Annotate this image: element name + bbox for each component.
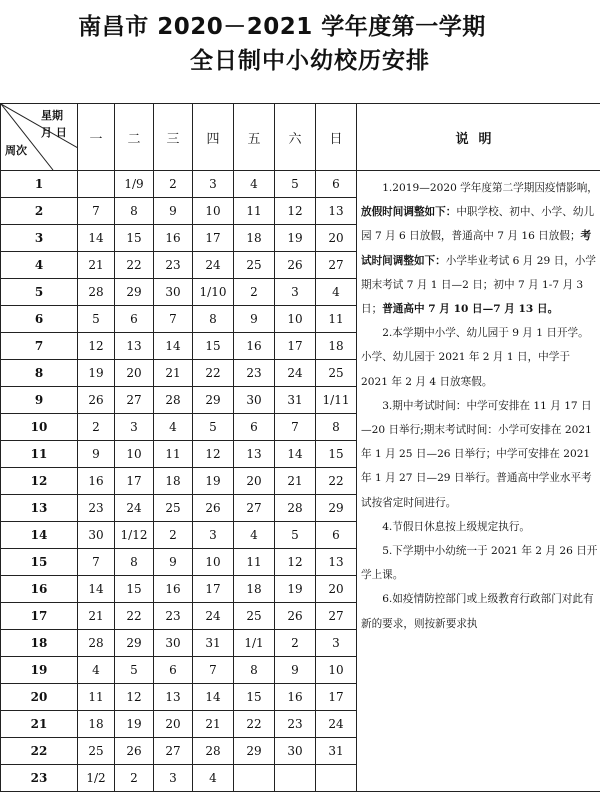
date-cell: 16	[78, 468, 115, 495]
date-cell: 27	[316, 252, 357, 279]
header-day-sun: 日	[316, 104, 357, 171]
header-weekday-label: 星期	[41, 109, 63, 122]
date-cell: 17	[275, 333, 316, 360]
date-cell: 6	[234, 414, 275, 441]
page-title: 南昌市 2020－2021 学年度第一学期	[78, 14, 486, 40]
week-number-cell: 2	[1, 198, 78, 225]
note-paragraph	[361, 394, 598, 515]
date-cell: 8	[115, 198, 154, 225]
date-cell: 12	[78, 333, 115, 360]
date-cell: 10	[115, 441, 154, 468]
note-text: 1.2019—2020 学年度第二学期因疫情影响，	[382, 182, 598, 194]
header-row	[1, 104, 600, 171]
date-cell: 22	[193, 360, 234, 387]
date-cell: 4	[78, 657, 115, 684]
note-text: 小学毕业考试 6 月 29 日，小学期末考试 7 月 1 日—2 日；初中 7 月 1-7 月 3 日；	[361, 254, 596, 316]
date-cell: 25	[154, 495, 193, 522]
date-cell: 2	[154, 171, 193, 198]
date-cell: 24	[193, 252, 234, 279]
week-number-cell: 11	[1, 441, 78, 468]
date-cell: 7	[78, 198, 115, 225]
note-text: 6.如疫情防控部门或上级教育行政部门对此有新的要求，则按新要求执	[361, 593, 594, 630]
note-paragraph	[361, 176, 598, 321]
week-number-cell: 22	[1, 738, 78, 765]
date-cell: 29	[115, 630, 154, 657]
date-cell: 25	[78, 738, 115, 765]
date-cell: 31	[193, 630, 234, 657]
week-number-cell: 3	[1, 225, 78, 252]
date-cell: 24	[316, 711, 357, 738]
date-cell: 3	[193, 522, 234, 549]
date-cell: 5	[275, 171, 316, 198]
date-cell: 19	[193, 468, 234, 495]
date-cell: 20	[154, 711, 193, 738]
date-cell: 3	[115, 414, 154, 441]
table-row	[1, 171, 600, 198]
date-cell: 26	[78, 387, 115, 414]
date-cell: 2	[275, 630, 316, 657]
date-cell: 22	[234, 711, 275, 738]
date-cell: 2	[154, 522, 193, 549]
date-cell: 14	[78, 225, 115, 252]
date-cell: 4	[316, 279, 357, 306]
date-cell: 22	[115, 603, 154, 630]
week-number-cell: 8	[1, 360, 78, 387]
date-cell: 5	[78, 306, 115, 333]
date-cell: 11	[316, 306, 357, 333]
week-number-cell: 7	[1, 333, 78, 360]
date-cell: 15	[234, 684, 275, 711]
week-number-cell: 21	[1, 711, 78, 738]
date-cell: 27	[234, 495, 275, 522]
note-paragraph	[361, 587, 598, 635]
date-cell: 22	[316, 468, 357, 495]
date-cell: 10	[275, 306, 316, 333]
date-cell: 4	[234, 522, 275, 549]
note-text: 5.下学期中小幼统一于 2021 年 2 月 26 日开学上课。	[361, 545, 598, 582]
date-cell: 18	[234, 225, 275, 252]
note-paragraph	[361, 539, 598, 587]
date-cell: 21	[154, 360, 193, 387]
date-cell: 12	[193, 441, 234, 468]
date-cell: 8	[115, 549, 154, 576]
header-day-tue: 二	[115, 104, 154, 171]
date-cell: 18	[78, 711, 115, 738]
date-cell: 1/2	[78, 765, 115, 792]
date-cell: 3	[275, 279, 316, 306]
date-cell: 18	[234, 576, 275, 603]
date-cell: 13	[115, 333, 154, 360]
date-cell: 8	[234, 657, 275, 684]
date-cell: 9	[78, 441, 115, 468]
date-cell: 29	[234, 738, 275, 765]
date-cell: 7	[78, 549, 115, 576]
week-number-cell: 17	[1, 603, 78, 630]
note-emphasis-text: 普通高中 7 月 10 日—7 月 13 日。	[382, 303, 559, 316]
header-week-number-label: 周次	[5, 144, 27, 157]
page-subtitle: 全日制中小幼校历安排	[190, 48, 430, 74]
date-cell: 9	[275, 657, 316, 684]
date-cell: 21	[78, 603, 115, 630]
date-cell: 26	[275, 252, 316, 279]
header-day-mon: 一	[78, 104, 115, 171]
date-cell	[234, 765, 275, 792]
date-cell: 6	[316, 171, 357, 198]
date-cell: 14	[154, 333, 193, 360]
date-cell: 28	[154, 387, 193, 414]
date-cell	[316, 765, 357, 792]
date-cell: 1/9	[115, 171, 154, 198]
date-cell: 12	[115, 684, 154, 711]
date-cell: 15	[115, 576, 154, 603]
date-cell	[275, 765, 316, 792]
date-cell: 25	[316, 360, 357, 387]
date-cell: 20	[316, 576, 357, 603]
week-number-cell: 10	[1, 414, 78, 441]
date-cell: 1/11	[316, 387, 357, 414]
week-number-cell: 6	[1, 306, 78, 333]
week-number-cell: 13	[1, 495, 78, 522]
date-cell: 4	[234, 171, 275, 198]
date-cell: 10	[193, 549, 234, 576]
note-emphasis-text: 放假时间调整如下：	[361, 206, 457, 219]
week-number-cell: 15	[1, 549, 78, 576]
date-cell: 6	[154, 657, 193, 684]
date-cell: 22	[115, 252, 154, 279]
header-month-day-label: 月 日	[41, 126, 67, 139]
header-day-sat: 六	[275, 104, 316, 171]
date-cell: 28	[193, 738, 234, 765]
date-cell: 3	[193, 171, 234, 198]
date-cell: 31	[275, 387, 316, 414]
date-cell: 13	[316, 198, 357, 225]
week-number-cell: 5	[1, 279, 78, 306]
date-cell: 10	[316, 657, 357, 684]
date-cell: 24	[115, 495, 154, 522]
date-cell: 16	[154, 225, 193, 252]
date-cell: 14	[78, 576, 115, 603]
date-cell: 29	[193, 387, 234, 414]
date-cell: 28	[78, 279, 115, 306]
header-notes: 说明	[357, 104, 600, 171]
date-cell: 21	[275, 468, 316, 495]
week-number-cell: 9	[1, 387, 78, 414]
date-cell: 21	[78, 252, 115, 279]
date-cell: 19	[115, 711, 154, 738]
date-cell: 1/10	[193, 279, 234, 306]
date-cell: 23	[154, 252, 193, 279]
date-cell: 11	[234, 549, 275, 576]
date-cell: 20	[316, 225, 357, 252]
date-cell: 4	[154, 414, 193, 441]
date-cell: 23	[275, 711, 316, 738]
note-paragraph	[361, 515, 598, 539]
note-paragraph	[361, 321, 598, 394]
date-cell: 15	[115, 225, 154, 252]
date-cell: 30	[78, 522, 115, 549]
date-cell: 28	[78, 630, 115, 657]
date-cell: 2	[115, 765, 154, 792]
date-cell: 25	[234, 252, 275, 279]
date-cell: 9	[154, 198, 193, 225]
date-cell: 17	[115, 468, 154, 495]
date-cell: 8	[316, 414, 357, 441]
date-cell: 11	[154, 441, 193, 468]
date-cell: 13	[316, 549, 357, 576]
note-text: 中职学校、初中、小学、幼儿园 7 月 6 日放假，普通高中 7 月 16 日放假；	[361, 206, 595, 243]
header-day-wed: 三	[154, 104, 193, 171]
week-number-cell: 18	[1, 630, 78, 657]
date-cell: 17	[193, 576, 234, 603]
week-number-cell: 1	[1, 171, 78, 198]
date-cell: 19	[275, 225, 316, 252]
date-cell: 9	[154, 549, 193, 576]
week-number-cell: 16	[1, 576, 78, 603]
date-cell: 16	[154, 576, 193, 603]
date-cell: 25	[234, 603, 275, 630]
date-cell: 10	[193, 198, 234, 225]
date-cell: 5	[275, 522, 316, 549]
date-cell: 12	[275, 549, 316, 576]
date-cell: 15	[316, 441, 357, 468]
date-cell: 30	[154, 279, 193, 306]
date-cell: 19	[275, 576, 316, 603]
note-text: 3.期中考试时间：中学可安排在 11 月 17 日—20 日举行;期末考试时间：小学可安排在 2021 年 1 月 25 日—26 日举行；中学可安排在 2021 年 1 月 27 日—29 日举行。普通高中学业水平考试按省定时间进行。	[361, 399, 592, 509]
date-cell: 1/12	[115, 522, 154, 549]
note-emphasis-text: 考试时间调整如下：	[361, 230, 592, 267]
date-cell: 30	[234, 387, 275, 414]
note-text: 2.本学期中小学、幼儿园于 9 月 1 日开学。小学、幼儿园于 2021 年 2 月 1 日，中学于 2021 年 2 月 4 日放寒假。	[361, 327, 589, 388]
date-cell: 4	[193, 765, 234, 792]
date-cell: 24	[275, 360, 316, 387]
week-number-cell: 20	[1, 684, 78, 711]
date-cell: 19	[78, 360, 115, 387]
date-cell: 11	[234, 198, 275, 225]
date-cell: 6	[115, 306, 154, 333]
week-number-cell: 19	[1, 657, 78, 684]
date-cell: 29	[115, 279, 154, 306]
date-cell: 30	[154, 630, 193, 657]
date-cell: 8	[193, 306, 234, 333]
week-number-cell: 12	[1, 468, 78, 495]
date-cell: 26	[275, 603, 316, 630]
date-cell: 18	[154, 468, 193, 495]
date-cell: 14	[193, 684, 234, 711]
date-cell: 15	[193, 333, 234, 360]
date-cell: 13	[154, 684, 193, 711]
date-cell: 2	[234, 279, 275, 306]
notes-cell	[357, 171, 600, 792]
date-cell: 24	[193, 603, 234, 630]
date-cell: 26	[115, 738, 154, 765]
date-cell: 23	[154, 603, 193, 630]
date-cell: 23	[234, 360, 275, 387]
date-cell: 28	[275, 495, 316, 522]
date-cell: 5	[193, 414, 234, 441]
date-cell: 18	[316, 333, 357, 360]
date-cell: 17	[193, 225, 234, 252]
date-cell: 11	[78, 684, 115, 711]
date-cell: 2	[78, 414, 115, 441]
week-number-cell: 14	[1, 522, 78, 549]
header-day-fri: 五	[234, 104, 275, 171]
date-cell: 7	[193, 657, 234, 684]
date-cell: 7	[154, 306, 193, 333]
week-number-cell: 4	[1, 252, 78, 279]
date-cell: 13	[234, 441, 275, 468]
date-cell: 27	[154, 738, 193, 765]
date-cell: 16	[275, 684, 316, 711]
school-calendar-table	[0, 103, 600, 792]
date-cell: 17	[316, 684, 357, 711]
date-cell: 26	[193, 495, 234, 522]
diagonal-header-cell	[1, 104, 78, 171]
date-cell: 1/1	[234, 630, 275, 657]
date-cell: 20	[115, 360, 154, 387]
date-cell: 3	[316, 630, 357, 657]
date-cell: 5	[115, 657, 154, 684]
note-text: 4.节假日休息按上级规定执行。	[382, 520, 531, 533]
date-cell: 6	[316, 522, 357, 549]
date-cell: 27	[316, 603, 357, 630]
date-cell: 31	[316, 738, 357, 765]
date-cell: 27	[115, 387, 154, 414]
date-cell: 23	[78, 495, 115, 522]
date-cell: 9	[234, 306, 275, 333]
date-cell: 30	[275, 738, 316, 765]
date-cell: 3	[154, 765, 193, 792]
date-cell: 16	[234, 333, 275, 360]
date-cell: 29	[316, 495, 357, 522]
date-cell	[78, 171, 115, 198]
date-cell: 20	[234, 468, 275, 495]
week-number-cell: 23	[1, 765, 78, 792]
date-cell: 12	[275, 198, 316, 225]
date-cell: 14	[275, 441, 316, 468]
date-cell: 21	[193, 711, 234, 738]
date-cell: 7	[275, 414, 316, 441]
header-day-thu: 四	[193, 104, 234, 171]
